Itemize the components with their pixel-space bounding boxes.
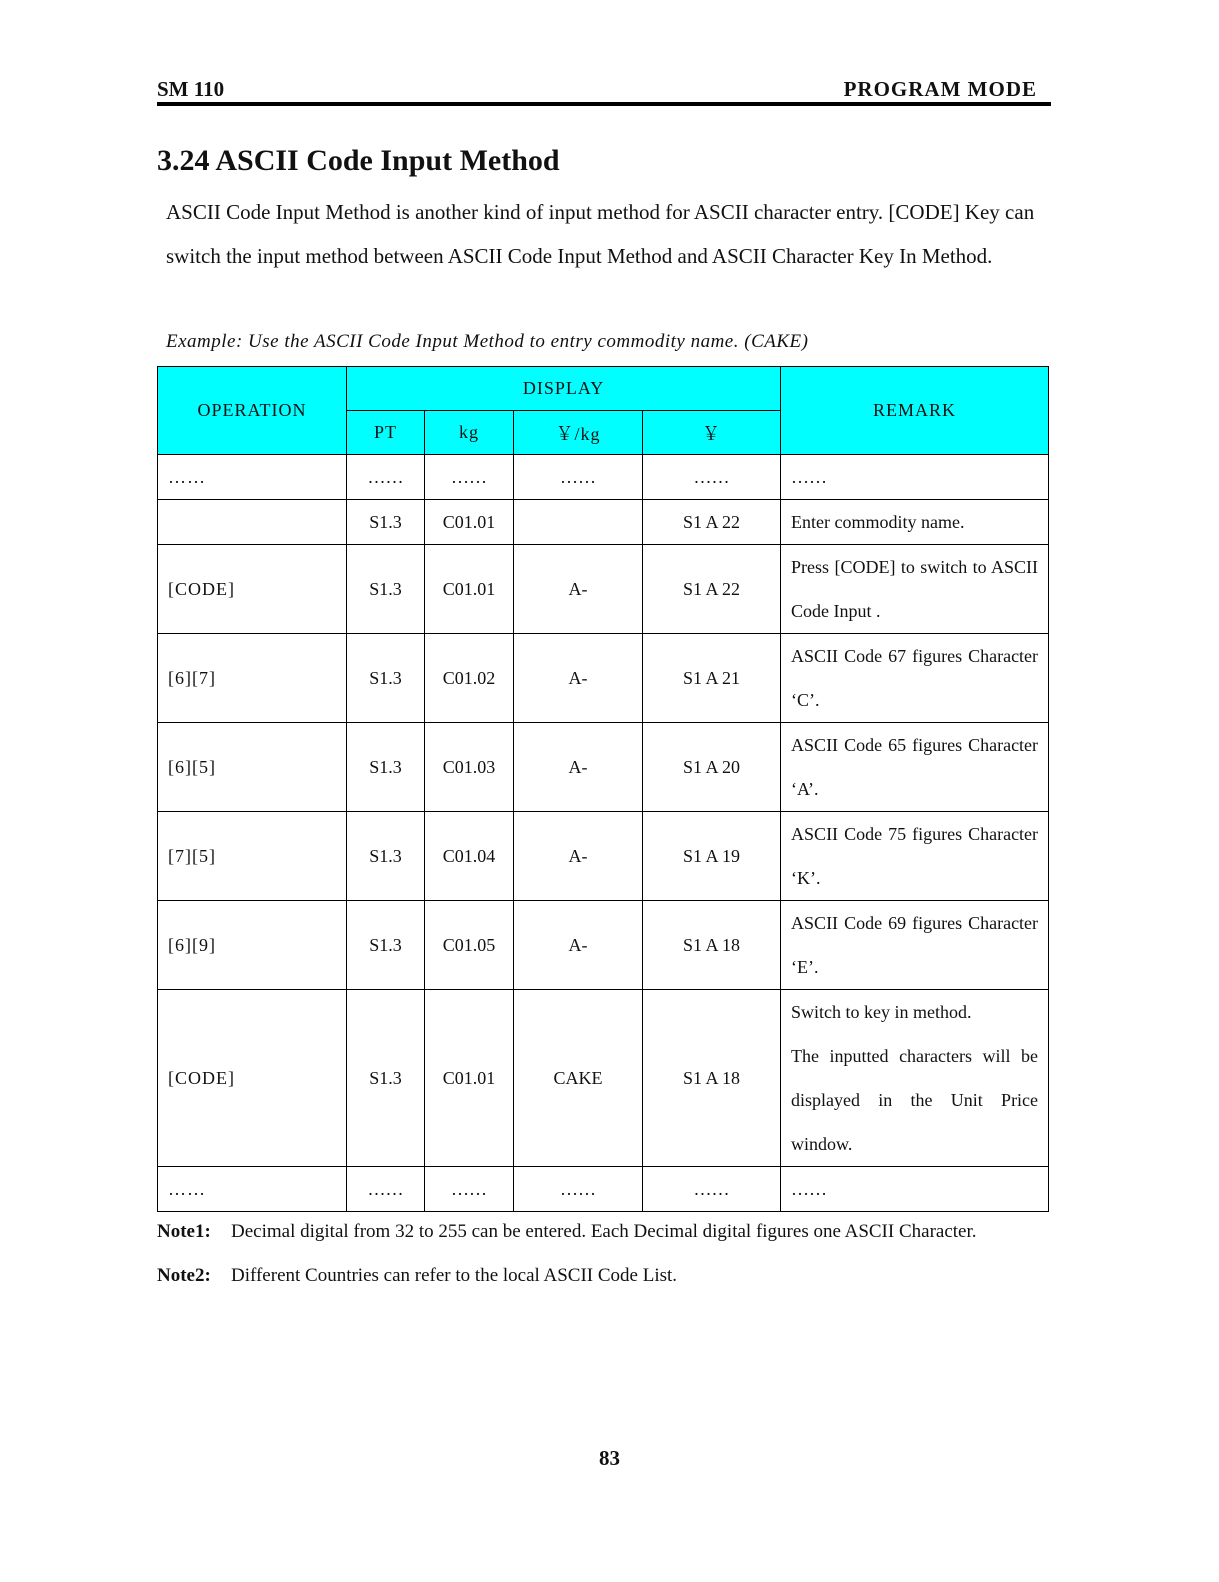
cell-pt: S1.3: [347, 500, 425, 545]
header-price-per-kg: ￥/kg: [514, 411, 643, 455]
cell-remark: ……: [781, 1167, 1049, 1212]
cell-price-per-kg: [514, 500, 643, 545]
header-operation: OPERATION: [158, 367, 347, 455]
table-row: [158, 634, 1049, 723]
cell-total: S1 A 18: [643, 990, 781, 1167]
cell-operation: [6][5]: [158, 723, 347, 812]
cell-pt: S1.3: [347, 634, 425, 723]
table-row: [158, 723, 1049, 812]
cell-operation: ……: [158, 455, 347, 500]
cell-operation: [CODE]: [158, 990, 347, 1167]
cell-remark: [781, 990, 1049, 1167]
operation-table: [157, 366, 1049, 1212]
notes: [157, 1210, 977, 1298]
cell-kg: C01.05: [425, 901, 514, 990]
page-header: [157, 76, 1051, 106]
note-label: Note1:: [157, 1221, 211, 1242]
remark-line: Switch to key in method.: [791, 1002, 972, 1022]
note-1: [157, 1210, 977, 1254]
cell-total: S1 A 21: [643, 634, 781, 723]
page-number: 83: [599, 1446, 620, 1470]
cell-price-per-kg: ……: [514, 1167, 643, 1212]
example-line: Example: Use the ASCII Code Input Method to entry commodity name. (CAKE): [166, 331, 809, 352]
cell-total: S1 A 22: [643, 500, 781, 545]
cell-kg: C01.02: [425, 634, 514, 723]
cell-pt: S1.3: [347, 990, 425, 1167]
table-row: [158, 545, 1049, 634]
cell-total: S1 A 19: [643, 812, 781, 901]
table-row: [158, 1167, 1049, 1212]
table-row: [158, 812, 1049, 901]
header-remark: REMARK: [781, 367, 1049, 455]
header-model: SM 110: [157, 77, 225, 101]
cell-operation: [CODE]: [158, 545, 347, 634]
cell-price-per-kg: A-: [514, 812, 643, 901]
cell-remark: Press [CODE] to switch to ASCII Code Input .: [781, 545, 1049, 634]
note-label: Note2:: [157, 1265, 211, 1286]
cell-remark: ASCII Code 69 figures Character ‘E’.: [781, 901, 1049, 990]
cell-price-per-kg: A-: [514, 634, 643, 723]
cell-total: ……: [643, 1167, 781, 1212]
cell-kg: C01.04: [425, 812, 514, 901]
note-text: Different Countries can refer to the local ASCII Code List.: [231, 1265, 678, 1286]
note-text: Decimal digital from 32 to 255 can be entered. Each Decimal digital figures one ASCII Character.: [231, 1221, 977, 1242]
cell-pt: ……: [347, 1167, 425, 1212]
cell-kg: C01.01: [425, 545, 514, 634]
cell-pt: S1.3: [347, 545, 425, 634]
cell-price-per-kg: A-: [514, 901, 643, 990]
cell-price-per-kg: A-: [514, 723, 643, 812]
header-pt: PT: [347, 411, 425, 455]
cell-total: S1 A 22: [643, 545, 781, 634]
cell-pt: S1.3: [347, 723, 425, 812]
cell-kg: ……: [425, 455, 514, 500]
cell-kg: C01.03: [425, 723, 514, 812]
cell-remark: ASCII Code 67 figures Character ‘C’.: [781, 634, 1049, 723]
cell-pt: S1.3: [347, 812, 425, 901]
cell-remark: ASCII Code 65 figures Character ‘A’.: [781, 723, 1049, 812]
section-title: 3.24 ASCII Code Input Method: [157, 144, 560, 177]
cell-kg: ……: [425, 1167, 514, 1212]
note-2: [157, 1254, 977, 1298]
cell-operation: [6][7]: [158, 634, 347, 723]
cell-price-per-kg: CAKE: [514, 990, 643, 1167]
cell-total: ……: [643, 455, 781, 500]
cell-kg: C01.01: [425, 990, 514, 1167]
cell-kg: C01.01: [425, 500, 514, 545]
header-total: ￥: [643, 411, 781, 455]
cell-operation: ……: [158, 1167, 347, 1212]
table-row: [158, 990, 1049, 1167]
remark-line: The inputted characters will be displayed in the Unit Price window.: [791, 1046, 1039, 1154]
cell-operation: [6][9]: [158, 901, 347, 990]
cell-total: S1 A 20: [643, 723, 781, 812]
cell-total: S1 A 18: [643, 901, 781, 990]
cell-remark: Enter commodity name.: [781, 500, 1049, 545]
cell-operation: [7][5]: [158, 812, 347, 901]
header-kg: kg: [425, 411, 514, 455]
cell-price-per-kg: A-: [514, 545, 643, 634]
cell-operation: [158, 500, 347, 545]
cell-remark: ……: [781, 455, 1049, 500]
cell-pt: S1.3: [347, 901, 425, 990]
intro-paragraph: ASCII Code Input Method is another kind of input method for ASCII character entry. [CODE] Key can switch the input method between ASCII Code Input Method and ASCII Character Key In Method.: [166, 200, 1035, 268]
cell-remark: ASCII Code 75 figures Character ‘K’.: [781, 812, 1049, 901]
header-section: PROGRAM MODE: [843, 77, 1037, 101]
table-row: [158, 500, 1049, 545]
table-row: [158, 455, 1049, 500]
header-display: DISPLAY: [347, 367, 781, 411]
cell-pt: ……: [347, 455, 425, 500]
table-row: [158, 901, 1049, 990]
cell-price-per-kg: ……: [514, 455, 643, 500]
